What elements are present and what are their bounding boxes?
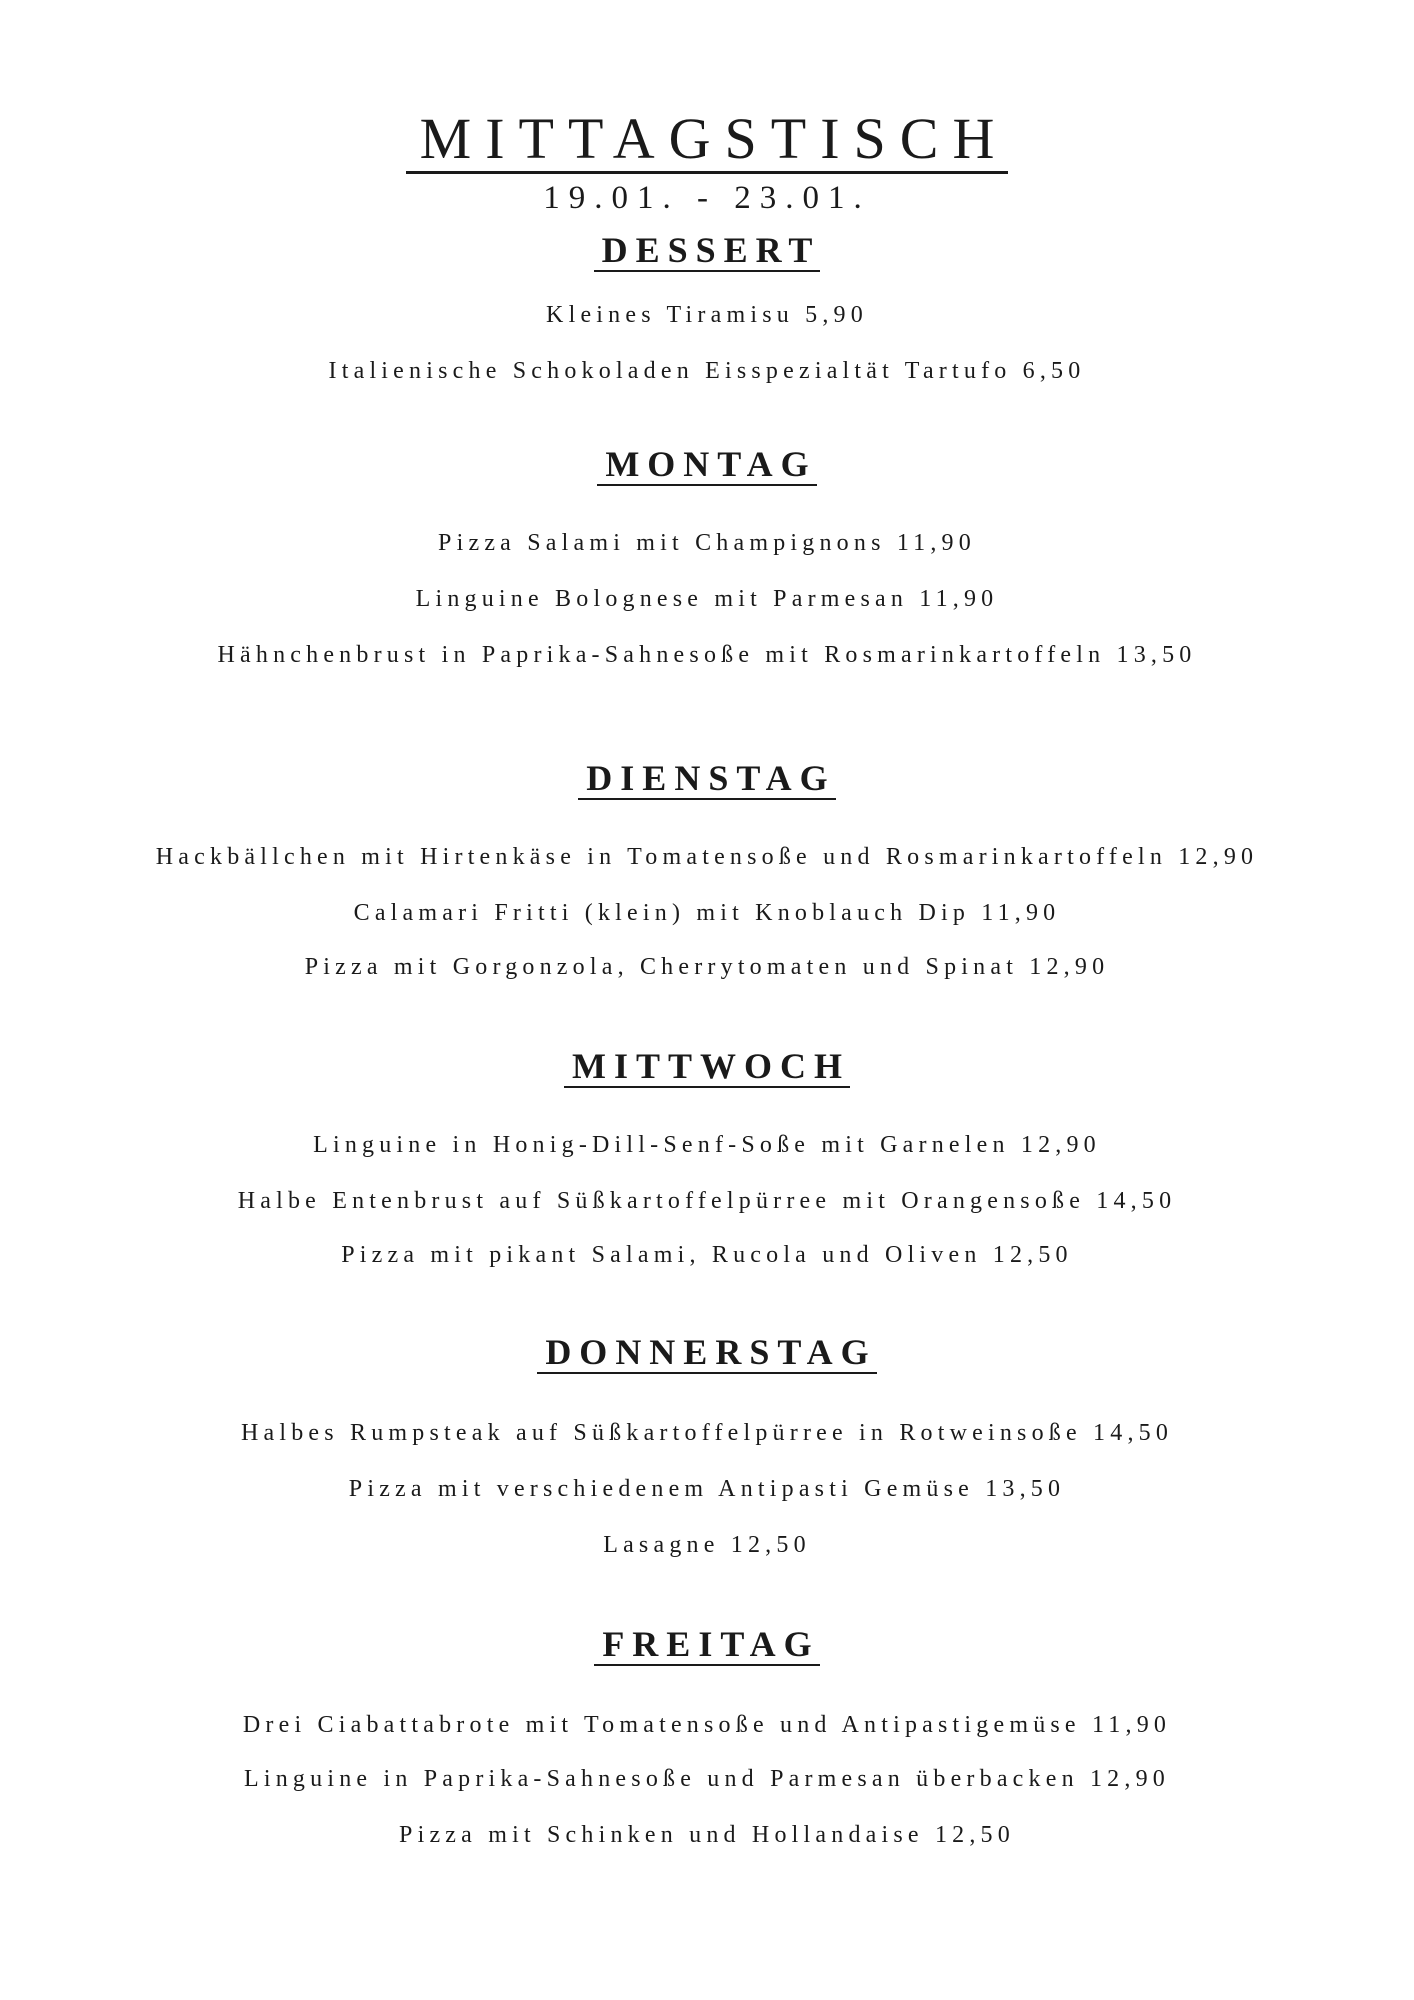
menu-item: Linguine in Paprika-Sahnesoße und Parmesan überbacken 12,90	[244, 1766, 1170, 1792]
section-heading-dienstag	[0, 756, 1414, 800]
menu-item: Pizza mit pikant Salami, Rucola und Oliven 12,50	[341, 1242, 1073, 1268]
menu-item: Pizza mit verschiedenem Antipasti Gemüse 13,50	[348, 1476, 1066, 1502]
menu-item: Lasagne 12,50	[603, 1532, 811, 1558]
menu-item: Pizza Salami mit Champignons 11,90	[438, 530, 976, 556]
menu-item: Halbe Entenbrust auf Süßkartoffelpürree mit Orangensoße 14,50	[237, 1188, 1177, 1214]
menu-title	[0, 104, 1414, 174]
menu-title-text: MITTAGSTISCH	[406, 106, 1009, 174]
menu-item: Linguine Bolognese mit Parmesan 11,90	[415, 586, 999, 612]
section-heading-text: DESSERT	[594, 230, 821, 272]
section-heading-dessert	[0, 228, 1414, 272]
menu-item: Halbes Rumpsteak auf Süßkartoffelpürree in Rotweinsoße 14,50	[240, 1420, 1174, 1446]
section-heading-text: DIENSTAG	[578, 758, 835, 800]
menu-item: Hackbällchen mit Hirtenkäse in Tomatensoße und Rosmarinkartoffeln 12,90	[155, 844, 1259, 870]
section-heading-freitag	[0, 1622, 1414, 1666]
section-heading-text: DONNERSTAG	[537, 1332, 876, 1374]
menu-item: Pizza mit Schinken und Hollandaise 12,50	[399, 1822, 1015, 1848]
section-heading-text: FREITAG	[594, 1624, 819, 1666]
menu-item: Italienische Schokoladen Eisspezialtät Tartufo 6,50	[328, 358, 1086, 384]
menu-item: Pizza mit Gorgonzola, Cherrytomaten und Spinat 12,90	[304, 954, 1110, 980]
menu-item: Drei Ciabattabrote mit Tomatensoße und Antipastigemüse 11,90	[242, 1712, 1172, 1738]
section-heading-mittwoch	[0, 1044, 1414, 1088]
section-heading-donnerstag	[0, 1330, 1414, 1374]
menu-dates: 19.01. - 23.01.	[543, 180, 871, 216]
section-heading-montag	[0, 442, 1414, 486]
menu-item: Kleines Tiramisu 5,90	[546, 302, 868, 328]
menu-item: Linguine in Honig-Dill-Senf-Soße mit Garnelen 12,90	[313, 1132, 1101, 1158]
section-heading-text: MONTAG	[597, 444, 816, 486]
menu-item: Calamari Fritti (klein) mit Knoblauch Dip 11,90	[353, 900, 1061, 926]
section-heading-text: MITTWOCH	[564, 1046, 850, 1088]
menu-item: Hähnchenbrust in Paprika-Sahnesoße mit Rosmarinkartoffeln 13,50	[217, 642, 1197, 668]
